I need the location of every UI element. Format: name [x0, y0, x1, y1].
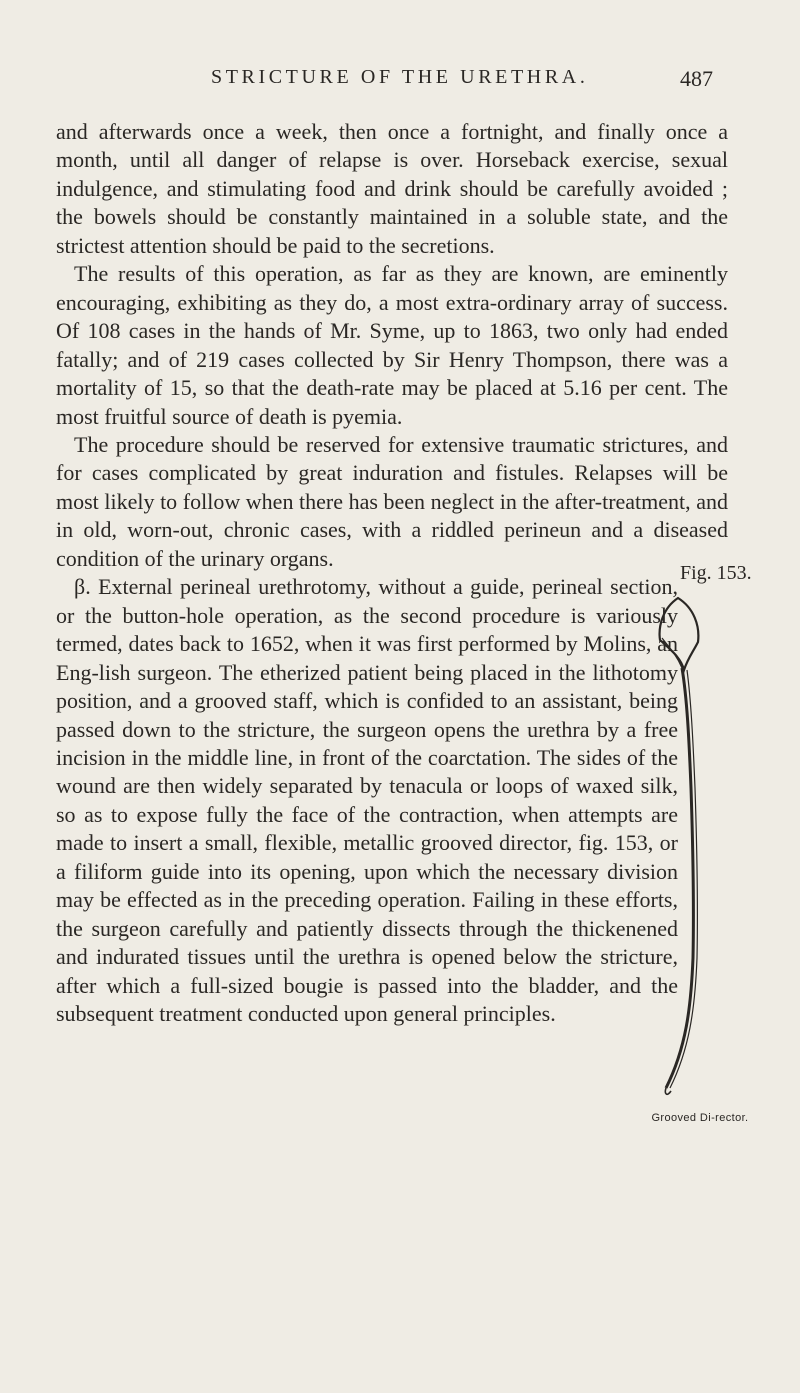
director-shaft — [666, 668, 693, 1088]
paragraph-2: The results of this operation, as far as they are known, are eminently encouraging, exhibiting as they do, a most extra-ordinary array of success. Of 108 cases in the hands of Mr. Syme, up to 1863, two only had ended fatally; and of 219 cases collected by Sir Henry Thompson, there was a mortality of 15, so that the death-rate may be placed at 5.16 per cent. The most fruitful source of death is pyemia. — [56, 261, 728, 429]
figure-caption: Grooved Di-rector. — [651, 1112, 749, 1124]
paragraph-4: β. External perineal urethrotomy, without a guide, perineal section, or the button-hole operation, as the second procedure is variously termed, dates back to 1652, when it was first performed by Molins, an Eng-lish surgeon. The etherized patient being placed in the lithotomy position, and a grooved staff, which is confided to an assistant, being passed down to the stricture, the surgeon opens the urethra by a free incision in the middle line, in front of the coarctation. The sides of the wound are then widely separated by tenacula or loops of waxed silk, so as to expose fully the face of the contraction, when attempts are made to insert a small, flexible, metallic grooved director, fig. 153, or a filiform guide into its opening, upon which the necessary division may be effected as in the preceding operation. Failing in these efforts, the surgeon carefully and patiently dissects through the thickenened and indurated tissues until the urethra is opened below the stricture, after which a full-sized bougie is passed into the bladder, and the subsequent treatment conducted upon general principles. — [56, 574, 678, 1027]
figure-label: Fig. 153. — [680, 562, 752, 584]
page-number: 487 — [680, 66, 713, 91]
paragraph-3: The procedure should be reserved for extensive traumatic strictures, and for cases complicated by great induration and fistules. Relapses will be most likely to follow when there has been neglect in the after-treatment, and in old, worn-out, chronic cases, with a riddled perineun and a diseased condition of the urinary organs. — [56, 431, 728, 571]
running-title: STRICTURE OF THE URETHRA. — [211, 66, 589, 88]
page-header — [0, 66, 800, 96]
body-text — [56, 118, 728, 1188]
grooved-director-illustration — [636, 588, 776, 1108]
paragraph-1: and afterwards once a week, then once a fortnight, and finally once a month, until all danger of relapse is over. Horseback exercise, sexual indulgence, and stimulating food and drink should be carefully avoided ; the bowels should be constantly maintained in a soluble state, and the strictest attention should be paid to the secretions. — [56, 119, 728, 258]
director-shield — [660, 598, 699, 670]
figure-153 — [636, 562, 776, 1162]
